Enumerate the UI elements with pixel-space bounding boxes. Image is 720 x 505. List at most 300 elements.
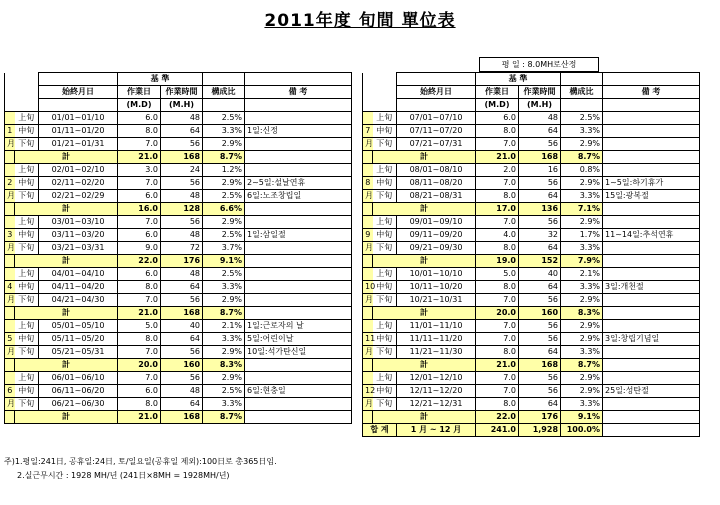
table-row	[5, 372, 352, 385]
ratio: 2.5%	[203, 190, 245, 203]
subtotal-hours: 168	[519, 359, 561, 372]
work-days: 8.0	[476, 346, 519, 359]
date-range: 01/11~01/20	[39, 125, 118, 138]
ratio: 2.9%	[561, 138, 603, 151]
subtotal-days: 16.0	[118, 203, 161, 216]
subtotal-row	[363, 411, 700, 424]
period-label: 上旬	[15, 216, 39, 229]
work-hours: 56	[519, 177, 561, 190]
month-label	[5, 320, 15, 333]
header-spacer	[245, 99, 352, 112]
subtotal-ratio: 9.1%	[561, 411, 603, 424]
month-label	[363, 307, 373, 320]
period-label: 中旬	[373, 281, 397, 294]
header-row	[5, 73, 352, 86]
subtotal-row	[5, 411, 352, 424]
month-label	[5, 255, 15, 268]
subtotal-ratio: 6.6%	[203, 203, 245, 216]
table-row	[363, 112, 700, 125]
month-label: 8	[363, 177, 373, 190]
ratio: 2.9%	[203, 216, 245, 229]
subtotal-hours: 128	[161, 203, 203, 216]
month-label	[363, 320, 373, 333]
header-remarks: 備 考	[245, 86, 352, 99]
table-row	[363, 385, 700, 398]
period-label: 上旬	[373, 320, 397, 333]
month-label	[363, 151, 373, 164]
header-spacer	[39, 99, 118, 112]
header-spacer	[203, 99, 245, 112]
month-label: 9	[363, 229, 373, 242]
date-range: 01/01~01/10	[39, 112, 118, 125]
ratio: 2.5%	[203, 268, 245, 281]
header-work-hours: 作業時間	[519, 86, 561, 99]
work-hours: 64	[519, 190, 561, 203]
remark: 10일:석가탄신일	[245, 346, 352, 359]
subtotal-hours: 152	[519, 255, 561, 268]
work-days: 8.0	[476, 242, 519, 255]
period-label: 下旬	[15, 346, 39, 359]
work-hours: 56	[161, 216, 203, 229]
header-work-days-unit: (M.D)	[476, 99, 519, 112]
work-days: 7.0	[118, 216, 161, 229]
date-range: 03/01~03/10	[39, 216, 118, 229]
remark	[603, 307, 700, 320]
grand-total-range: 1 月 ~ 12 月	[397, 424, 476, 437]
period-label: 中旬	[373, 177, 397, 190]
period-label: 下旬	[373, 138, 397, 151]
table-row	[5, 112, 352, 125]
subtotal-label: 計	[373, 203, 476, 216]
table-row	[363, 229, 700, 242]
month-label: 月	[5, 190, 15, 203]
subtotal-days: 21.0	[476, 359, 519, 372]
period-label: 下旬	[373, 294, 397, 307]
work-hours: 56	[519, 385, 561, 398]
ratio: 2.9%	[203, 138, 245, 151]
table-row	[363, 125, 700, 138]
ratio: 2.9%	[561, 333, 603, 346]
month-label	[363, 372, 373, 385]
remark	[245, 255, 352, 268]
work-hours: 64	[161, 125, 203, 138]
date-range: 05/11~05/20	[39, 333, 118, 346]
period-label: 中旬	[373, 125, 397, 138]
header-spacer	[561, 99, 603, 112]
table-row	[5, 242, 352, 255]
month-label	[363, 411, 373, 424]
period-label: 上旬	[373, 268, 397, 281]
header-blank	[363, 86, 397, 99]
header-basis: 基 準	[118, 73, 203, 86]
ratio: 2.9%	[561, 216, 603, 229]
subtotal-row	[363, 307, 700, 320]
subtotal-row	[363, 151, 700, 164]
ratio: 3.3%	[203, 125, 245, 138]
month-label: 7	[363, 125, 373, 138]
period-label: 上旬	[15, 112, 39, 125]
ratio: 2.9%	[203, 372, 245, 385]
header-spacer	[39, 73, 118, 86]
subtotal-days: 19.0	[476, 255, 519, 268]
remark	[603, 268, 700, 281]
remark: 3일:개천절	[603, 281, 700, 294]
header-row	[363, 86, 700, 99]
subtotal-days: 20.0	[476, 307, 519, 320]
note-1: 주)1.평일:241日, 공휴일:24日, 토/일요일(공휴일 제외):100日로 총365日임.	[4, 457, 277, 466]
subtotal-label: 計	[373, 359, 476, 372]
date-range: 06/21~06/30	[39, 398, 118, 411]
work-days: 4.0	[476, 229, 519, 242]
note-2: 2.실근무시간 : 1928 MH/년 (241日×8MH = 1928MH/년)	[17, 471, 230, 480]
subtotal-row	[5, 203, 352, 216]
date-range: 04/11~04/20	[39, 281, 118, 294]
table-row	[363, 372, 700, 385]
work-hours: 48	[161, 385, 203, 398]
remark	[603, 320, 700, 333]
table-row	[5, 216, 352, 229]
remark: 1~5일:하기휴가	[603, 177, 700, 190]
month-label: 月	[363, 346, 373, 359]
ratio: 3.3%	[561, 346, 603, 359]
subtotal-hours: 160	[161, 359, 203, 372]
remark	[603, 372, 700, 385]
month-label: 月	[5, 346, 15, 359]
date-range: 07/11~07/20	[397, 125, 476, 138]
date-range: 05/01~05/10	[39, 320, 118, 333]
ratio: 2.1%	[203, 320, 245, 333]
header-work-hours: 作業時間	[161, 86, 203, 99]
subtotal-days: 17.0	[476, 203, 519, 216]
remark	[603, 125, 700, 138]
work-hours: 56	[519, 320, 561, 333]
work-hours: 64	[519, 398, 561, 411]
period-label: 中旬	[15, 177, 39, 190]
date-range: 08/21~08/31	[397, 190, 476, 203]
subtotal-label: 計	[373, 307, 476, 320]
period-label: 下旬	[15, 294, 39, 307]
remark	[245, 307, 352, 320]
month-label	[5, 359, 15, 372]
subtotal-ratio: 8.3%	[203, 359, 245, 372]
date-range: 11/11~11/20	[397, 333, 476, 346]
remark	[603, 151, 700, 164]
remark	[245, 398, 352, 411]
remark: 11~14일:추석연휴	[603, 229, 700, 242]
subtotal-ratio: 8.7%	[203, 307, 245, 320]
subtotal-row	[363, 359, 700, 372]
remark: 6일:노조창립일	[245, 190, 352, 203]
work-days: 6.0	[476, 112, 519, 125]
header-work-days: 作業日	[118, 86, 161, 99]
month-label: 4	[5, 281, 15, 294]
period-label: 上旬	[373, 164, 397, 177]
subtotal-hours: 168	[161, 151, 203, 164]
table-row	[5, 333, 352, 346]
header-row	[363, 99, 700, 112]
month-label	[363, 216, 373, 229]
table-row	[363, 177, 700, 190]
ratio: 3.7%	[203, 242, 245, 255]
subtotal-days: 21.0	[118, 411, 161, 424]
work-days: 8.0	[118, 125, 161, 138]
subtotal-label: 計	[373, 255, 476, 268]
ratio: 0.8%	[561, 164, 603, 177]
subtotal-row	[5, 307, 352, 320]
work-days: 7.0	[476, 294, 519, 307]
month-label: 月	[363, 398, 373, 411]
ratio: 3.3%	[561, 190, 603, 203]
subtotal-row	[5, 255, 352, 268]
work-hours: 56	[161, 138, 203, 151]
subtotal-ratio: 7.9%	[561, 255, 603, 268]
ratio: 2.9%	[203, 346, 245, 359]
month-label: 10	[363, 281, 373, 294]
date-range: 08/01~08/10	[397, 164, 476, 177]
ratio: 2.9%	[561, 320, 603, 333]
ratio: 2.9%	[203, 177, 245, 190]
period-label: 下旬	[373, 398, 397, 411]
ratio: 2.9%	[561, 294, 603, 307]
period-label: 下旬	[15, 138, 39, 151]
period-label: 上旬	[15, 164, 39, 177]
month-label	[363, 164, 373, 177]
table-row	[363, 242, 700, 255]
ratio: 2.9%	[203, 294, 245, 307]
subtotal-label: 計	[15, 255, 118, 268]
table-row	[363, 346, 700, 359]
header-ratio: 構成比	[203, 86, 245, 99]
date-range: 10/11~10/20	[397, 281, 476, 294]
table-row	[5, 294, 352, 307]
subtotal-label: 計	[15, 411, 118, 424]
date-range: 10/01~10/10	[397, 268, 476, 281]
header-spacer	[603, 99, 700, 112]
work-hours: 32	[519, 229, 561, 242]
remark: 15일:광복절	[603, 190, 700, 203]
work-hours: 40	[161, 320, 203, 333]
work-hours: 48	[161, 112, 203, 125]
subtotal-hours: 176	[161, 255, 203, 268]
date-range: 04/21~04/30	[39, 294, 118, 307]
header-ratio: 構成比	[561, 86, 603, 99]
average-basis-box: 평 일 : 8.0MH로산정	[479, 57, 599, 72]
header-blank	[363, 99, 397, 112]
table-row	[5, 320, 352, 333]
schedule-table-right	[362, 72, 700, 437]
subtotal-label: 計	[15, 359, 118, 372]
remark	[245, 359, 352, 372]
remark: 6일:현충일	[245, 385, 352, 398]
month-label: 3	[5, 229, 15, 242]
date-range: 09/21~09/30	[397, 242, 476, 255]
ratio: 3.3%	[561, 398, 603, 411]
work-days: 5.0	[118, 320, 161, 333]
ratio: 2.5%	[203, 229, 245, 242]
month-label	[5, 151, 15, 164]
work-days: 7.0	[476, 385, 519, 398]
period-label: 中旬	[15, 333, 39, 346]
work-hours: 56	[519, 138, 561, 151]
remark	[245, 268, 352, 281]
work-hours: 24	[161, 164, 203, 177]
work-days: 6.0	[118, 268, 161, 281]
work-days: 7.0	[476, 177, 519, 190]
period-label: 下旬	[15, 190, 39, 203]
date-range: 09/01~09/10	[397, 216, 476, 229]
month-label: 2	[5, 177, 15, 190]
remark	[245, 242, 352, 255]
period-label: 下旬	[373, 190, 397, 203]
work-days: 7.0	[118, 346, 161, 359]
table-row	[5, 385, 352, 398]
work-hours: 48	[161, 229, 203, 242]
period-label: 上旬	[373, 372, 397, 385]
period-label: 下旬	[373, 242, 397, 255]
date-range: 04/01~04/10	[39, 268, 118, 281]
remark: 2~5일:설날연휴	[245, 177, 352, 190]
date-range: 10/21~10/31	[397, 294, 476, 307]
remark	[603, 164, 700, 177]
table-row	[5, 229, 352, 242]
month-label	[363, 255, 373, 268]
work-days: 6.0	[118, 385, 161, 398]
subtotal-days: 22.0	[476, 411, 519, 424]
header-blank	[5, 86, 39, 99]
table-row	[363, 281, 700, 294]
subtotal-row	[5, 151, 352, 164]
month-label	[5, 203, 15, 216]
header-spacer	[603, 73, 700, 86]
date-range: 08/11~08/20	[397, 177, 476, 190]
month-label: 月	[363, 138, 373, 151]
work-hours: 56	[519, 294, 561, 307]
subtotal-ratio: 8.3%	[561, 307, 603, 320]
subtotal-hours: 160	[519, 307, 561, 320]
month-label	[363, 112, 373, 125]
subtotal-row	[363, 203, 700, 216]
header-blank	[363, 73, 397, 86]
period-label: 中旬	[15, 229, 39, 242]
date-range: 05/21~05/31	[39, 346, 118, 359]
work-hours: 56	[161, 346, 203, 359]
ratio: 2.9%	[561, 372, 603, 385]
remark	[603, 242, 700, 255]
ratio: 1.7%	[561, 229, 603, 242]
remark	[603, 398, 700, 411]
table-row	[363, 294, 700, 307]
subtotal-days: 20.0	[118, 359, 161, 372]
work-days: 7.0	[476, 216, 519, 229]
work-hours: 48	[519, 112, 561, 125]
remark	[603, 294, 700, 307]
remark	[245, 411, 352, 424]
work-hours: 56	[519, 216, 561, 229]
period-label: 上旬	[15, 320, 39, 333]
table-row	[5, 164, 352, 177]
work-days: 9.0	[118, 242, 161, 255]
work-days: 7.0	[476, 138, 519, 151]
remark	[603, 359, 700, 372]
remark	[603, 216, 700, 229]
work-days: 7.0	[118, 138, 161, 151]
subtotal-row	[5, 359, 352, 372]
work-hours: 56	[161, 177, 203, 190]
work-days: 6.0	[118, 229, 161, 242]
ratio: 2.5%	[203, 385, 245, 398]
work-hours: 56	[519, 372, 561, 385]
subtotal-hours: 168	[519, 151, 561, 164]
header-period: 始終月日	[397, 86, 476, 99]
remark	[603, 411, 700, 424]
header-basis: 基 準	[476, 73, 561, 86]
header-period: 始終月日	[39, 86, 118, 99]
ratio: 2.5%	[203, 112, 245, 125]
remark	[603, 346, 700, 359]
header-blank	[5, 73, 39, 86]
header-spacer	[203, 73, 245, 86]
date-range: 07/21~07/31	[397, 138, 476, 151]
period-label: 上旬	[15, 268, 39, 281]
header-row	[5, 86, 352, 99]
month-label: 11	[363, 333, 373, 346]
table-row	[5, 138, 352, 151]
month-label: 月	[5, 242, 15, 255]
remark	[603, 203, 700, 216]
subtotal-days: 21.0	[476, 151, 519, 164]
date-range: 06/11~06/20	[39, 385, 118, 398]
month-label	[363, 359, 373, 372]
remark	[245, 138, 352, 151]
header-spacer	[397, 99, 476, 112]
work-days: 8.0	[476, 125, 519, 138]
ratio: 3.3%	[203, 398, 245, 411]
header-spacer	[397, 73, 476, 86]
work-days: 6.0	[118, 112, 161, 125]
table-row	[363, 333, 700, 346]
remark	[245, 294, 352, 307]
ratio: 3.3%	[203, 333, 245, 346]
table-row	[5, 398, 352, 411]
month-label: 1	[5, 125, 15, 138]
month-label: 月	[363, 242, 373, 255]
subtotal-row	[363, 255, 700, 268]
remark	[603, 255, 700, 268]
date-range: 12/21~12/31	[397, 398, 476, 411]
header-work-days: 作業日	[476, 86, 519, 99]
month-label	[5, 164, 15, 177]
month-label	[363, 268, 373, 281]
table-row	[5, 125, 352, 138]
month-label: 6	[5, 385, 15, 398]
period-label: 上旬	[15, 372, 39, 385]
header-spacer	[561, 73, 603, 86]
month-label	[5, 411, 15, 424]
work-days: 7.0	[476, 320, 519, 333]
work-hours: 64	[519, 281, 561, 294]
work-days: 8.0	[118, 398, 161, 411]
work-hours: 16	[519, 164, 561, 177]
date-range: 12/01~12/10	[397, 372, 476, 385]
remark: 3일:창립기념일	[603, 333, 700, 346]
subtotal-ratio: 9.1%	[203, 255, 245, 268]
grand-total-label: 합 계	[363, 424, 397, 437]
date-range: 09/11~09/20	[397, 229, 476, 242]
month-label	[363, 203, 373, 216]
grand-total-days: 241.0	[476, 424, 519, 437]
table-row	[5, 177, 352, 190]
remark	[603, 138, 700, 151]
